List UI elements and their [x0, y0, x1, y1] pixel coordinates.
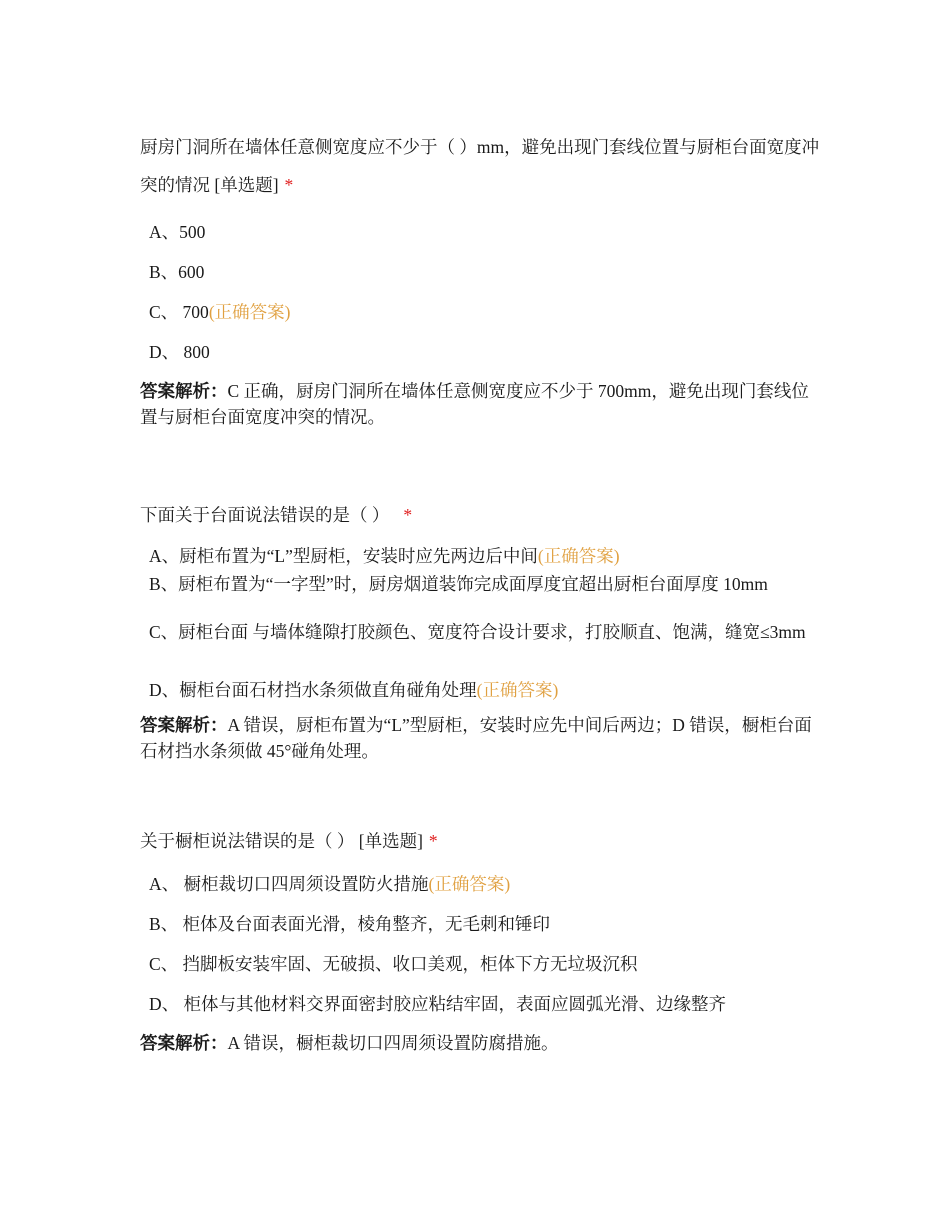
correct-answer-tag: (正确答案): [476, 680, 559, 700]
option-a[interactable]: A、厨柜布置为“L”型厨柜，安装时应先两边后中间(正确答案): [149, 546, 620, 566]
correct-answer-tag: (正确答案): [208, 302, 291, 322]
option-c[interactable]: C、厨柜台面 与墙体缝隙打胶颜色、宽度符合设计要求，打胶顺直、饱满，缝宽≤3mm: [149, 622, 806, 642]
answer-analysis: 答案解析：C 正确，厨房门洞所在墙体任意侧宽度应不少于 700mm，避免出现门套线位置与厨柜台面宽度冲突的情况。: [140, 381, 809, 427]
option-b[interactable]: B、厨柜布置为“一字型”时，厨房烟道装饰完成面厚度宜超出厨柜台面厚度 10mm: [149, 574, 768, 594]
question-stem: 关于橱柜说法错误的是（ ） [单选题] *: [140, 831, 438, 851]
correct-answer-tag: (正确答案): [537, 546, 620, 566]
answer-analysis: 答案解析：A 错误，橱柜裁切口四周须设置防腐措施。: [140, 1033, 559, 1053]
option-b[interactable]: B、600: [149, 262, 205, 282]
question-2: [140, 500, 820, 764]
analysis-label: 答案解析：: [140, 381, 228, 401]
option-list: [149, 212, 820, 372]
option-c[interactable]: C、 挡脚板安装牢固、无破损、收口美观，柜体下方无垃圾沉积: [149, 954, 638, 974]
question-stem: 下面关于台面说法错误的是（ ） *: [140, 505, 413, 525]
required-mark: *: [428, 831, 438, 851]
option-c[interactable]: C、 700(正确答案): [149, 302, 291, 322]
question-stem: 厨房门洞所在墙体任意侧宽度应不少于（ ）mm，避免出现门套线位置与厨柜台面宽度冲突的情况 [单选题] *: [140, 137, 820, 195]
required-mark: *: [284, 175, 294, 195]
analysis-label: 答案解析：: [140, 715, 228, 735]
option-a[interactable]: A、500: [149, 222, 206, 242]
required-mark: *: [403, 505, 413, 525]
option-list: [149, 864, 820, 1024]
option-list: [149, 540, 820, 706]
question-3: [140, 826, 820, 1056]
answer-analysis: 答案解析：A 错误，厨柜布置为“L”型厨柜，安装时应先中间后两边；D 错误，橱柜台面石材挡水条须做 45°碰角处理。: [140, 715, 812, 761]
option-d[interactable]: D、橱柜台面石材挡水条须做直角碰角处理(正确答案): [149, 680, 559, 700]
correct-answer-tag: (正确答案): [428, 874, 511, 894]
option-d[interactable]: D、 柜体与其他材料交界面密封胶应粘结牢固，表面应圆弧光滑、边缘整齐: [149, 994, 727, 1014]
option-a[interactable]: A、 橱柜裁切口四周须设置防火措施(正确答案): [149, 874, 511, 894]
analysis-label: 答案解析：: [140, 1033, 228, 1053]
option-d[interactable]: D、 800: [149, 342, 210, 362]
option-b[interactable]: B、 柜体及台面表面光滑，棱角整齐，无毛刺和锤印: [149, 914, 551, 934]
question-1: [140, 128, 820, 430]
